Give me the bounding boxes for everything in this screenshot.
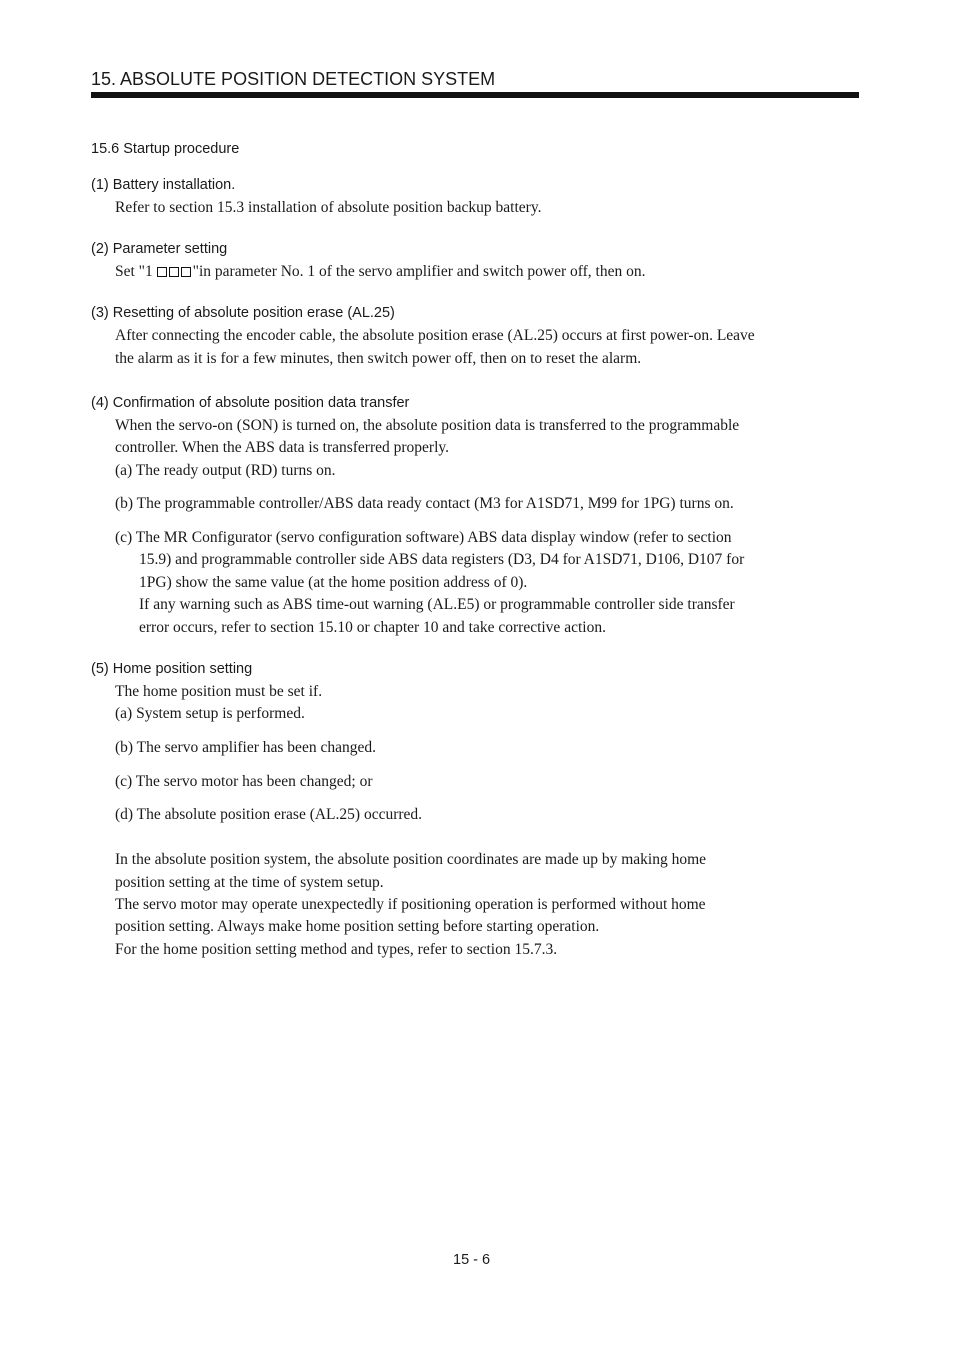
step4-item-b: (b) The programmable controller/ABS data ready contact (M3 for A1SD71, M99 for 1PG) turns on. — [115, 495, 734, 512]
step4-heading: (4) Confirmation of absolute position data transfer — [91, 395, 410, 411]
step2-text-after: "in parameter No. 1 of the servo amplifier and switch power off, then on. — [192, 263, 646, 280]
step4-item-c: If any warning such as ABS time-out warning (AL.E5) or programmable controller side transfer — [139, 596, 735, 613]
placeholder-box-icon — [181, 267, 191, 277]
step3-line: the alarm as it is for a few minutes, then switch power off, then on to reset the alarm. — [115, 350, 642, 367]
step1-heading: (1) Battery installation. — [91, 177, 236, 193]
step2-text-before: Set "1 — [115, 263, 157, 280]
step5-intro: The home position must be set if. — [115, 683, 323, 700]
step1-text: Refer to section 15.3 installation of absolute position backup battery. — [115, 199, 542, 216]
step5-paragraph: The servo motor may operate unexpectedly if positioning operation is performed without home — [115, 896, 706, 913]
step5-paragraph: position setting. Always make home position setting before starting operation. — [115, 918, 600, 935]
step4-line: controller. When the ABS data is transferred properly. — [115, 439, 450, 456]
step4-item-a: (a) The ready output (RD) turns on. — [115, 462, 336, 479]
step5-paragraph: In the absolute position system, the absolute position coordinates are made up by making home — [115, 851, 707, 868]
step4-item-c: 15.9) and programmable controller side ABS data registers (D3, D4 for A1SD71, D106, D107 for — [139, 551, 745, 568]
placeholder-box-icon — [157, 267, 167, 277]
step5-paragraph: For the home position setting method and types, refer to section 15.7.3. — [115, 941, 558, 958]
step3-line: After connecting the encoder cable, the absolute position erase (AL.25) occurs at first power-on. Leave — [115, 327, 755, 344]
step4-item-c: error occurs, refer to section 15.10 or chapter 10 and take corrective action. — [139, 619, 606, 636]
chapter-header: 15. ABSOLUTE POSITION DETECTION SYSTEM — [91, 69, 496, 89]
header-rule — [91, 92, 859, 98]
step4-item-c: 1PG) show the same value (at the home position address of 0). — [139, 574, 528, 591]
step5-item-d: (d) The absolute position erase (AL.25) occurred. — [115, 806, 423, 823]
step2-text — [115, 261, 645, 284]
step3-heading: (3) Resetting of absolute position erase (AL.25) — [91, 305, 395, 321]
step4-item-c: (c) The MR Configurator (servo configuration software) ABS data display window (refer to section — [115, 529, 732, 546]
step5-item-b: (b) The servo amplifier has been changed. — [115, 739, 376, 756]
step5-paragraph: position setting at the time of system setup. — [115, 874, 384, 891]
section-title: 15.6 Startup procedure — [91, 141, 240, 157]
step5-item-c: (c) The servo motor has been changed; or — [115, 773, 373, 790]
step2-heading: (2) Parameter setting — [91, 241, 228, 257]
step5-item-a: (a) System setup is performed. — [115, 705, 305, 722]
placeholder-box-icon — [169, 267, 179, 277]
step4-line: When the servo-on (SON) is turned on, the absolute position data is transferred to the programmable — [115, 417, 740, 434]
step5-heading: (5) Home position setting — [91, 661, 253, 677]
page-number: 15 - 6 — [453, 1252, 491, 1268]
